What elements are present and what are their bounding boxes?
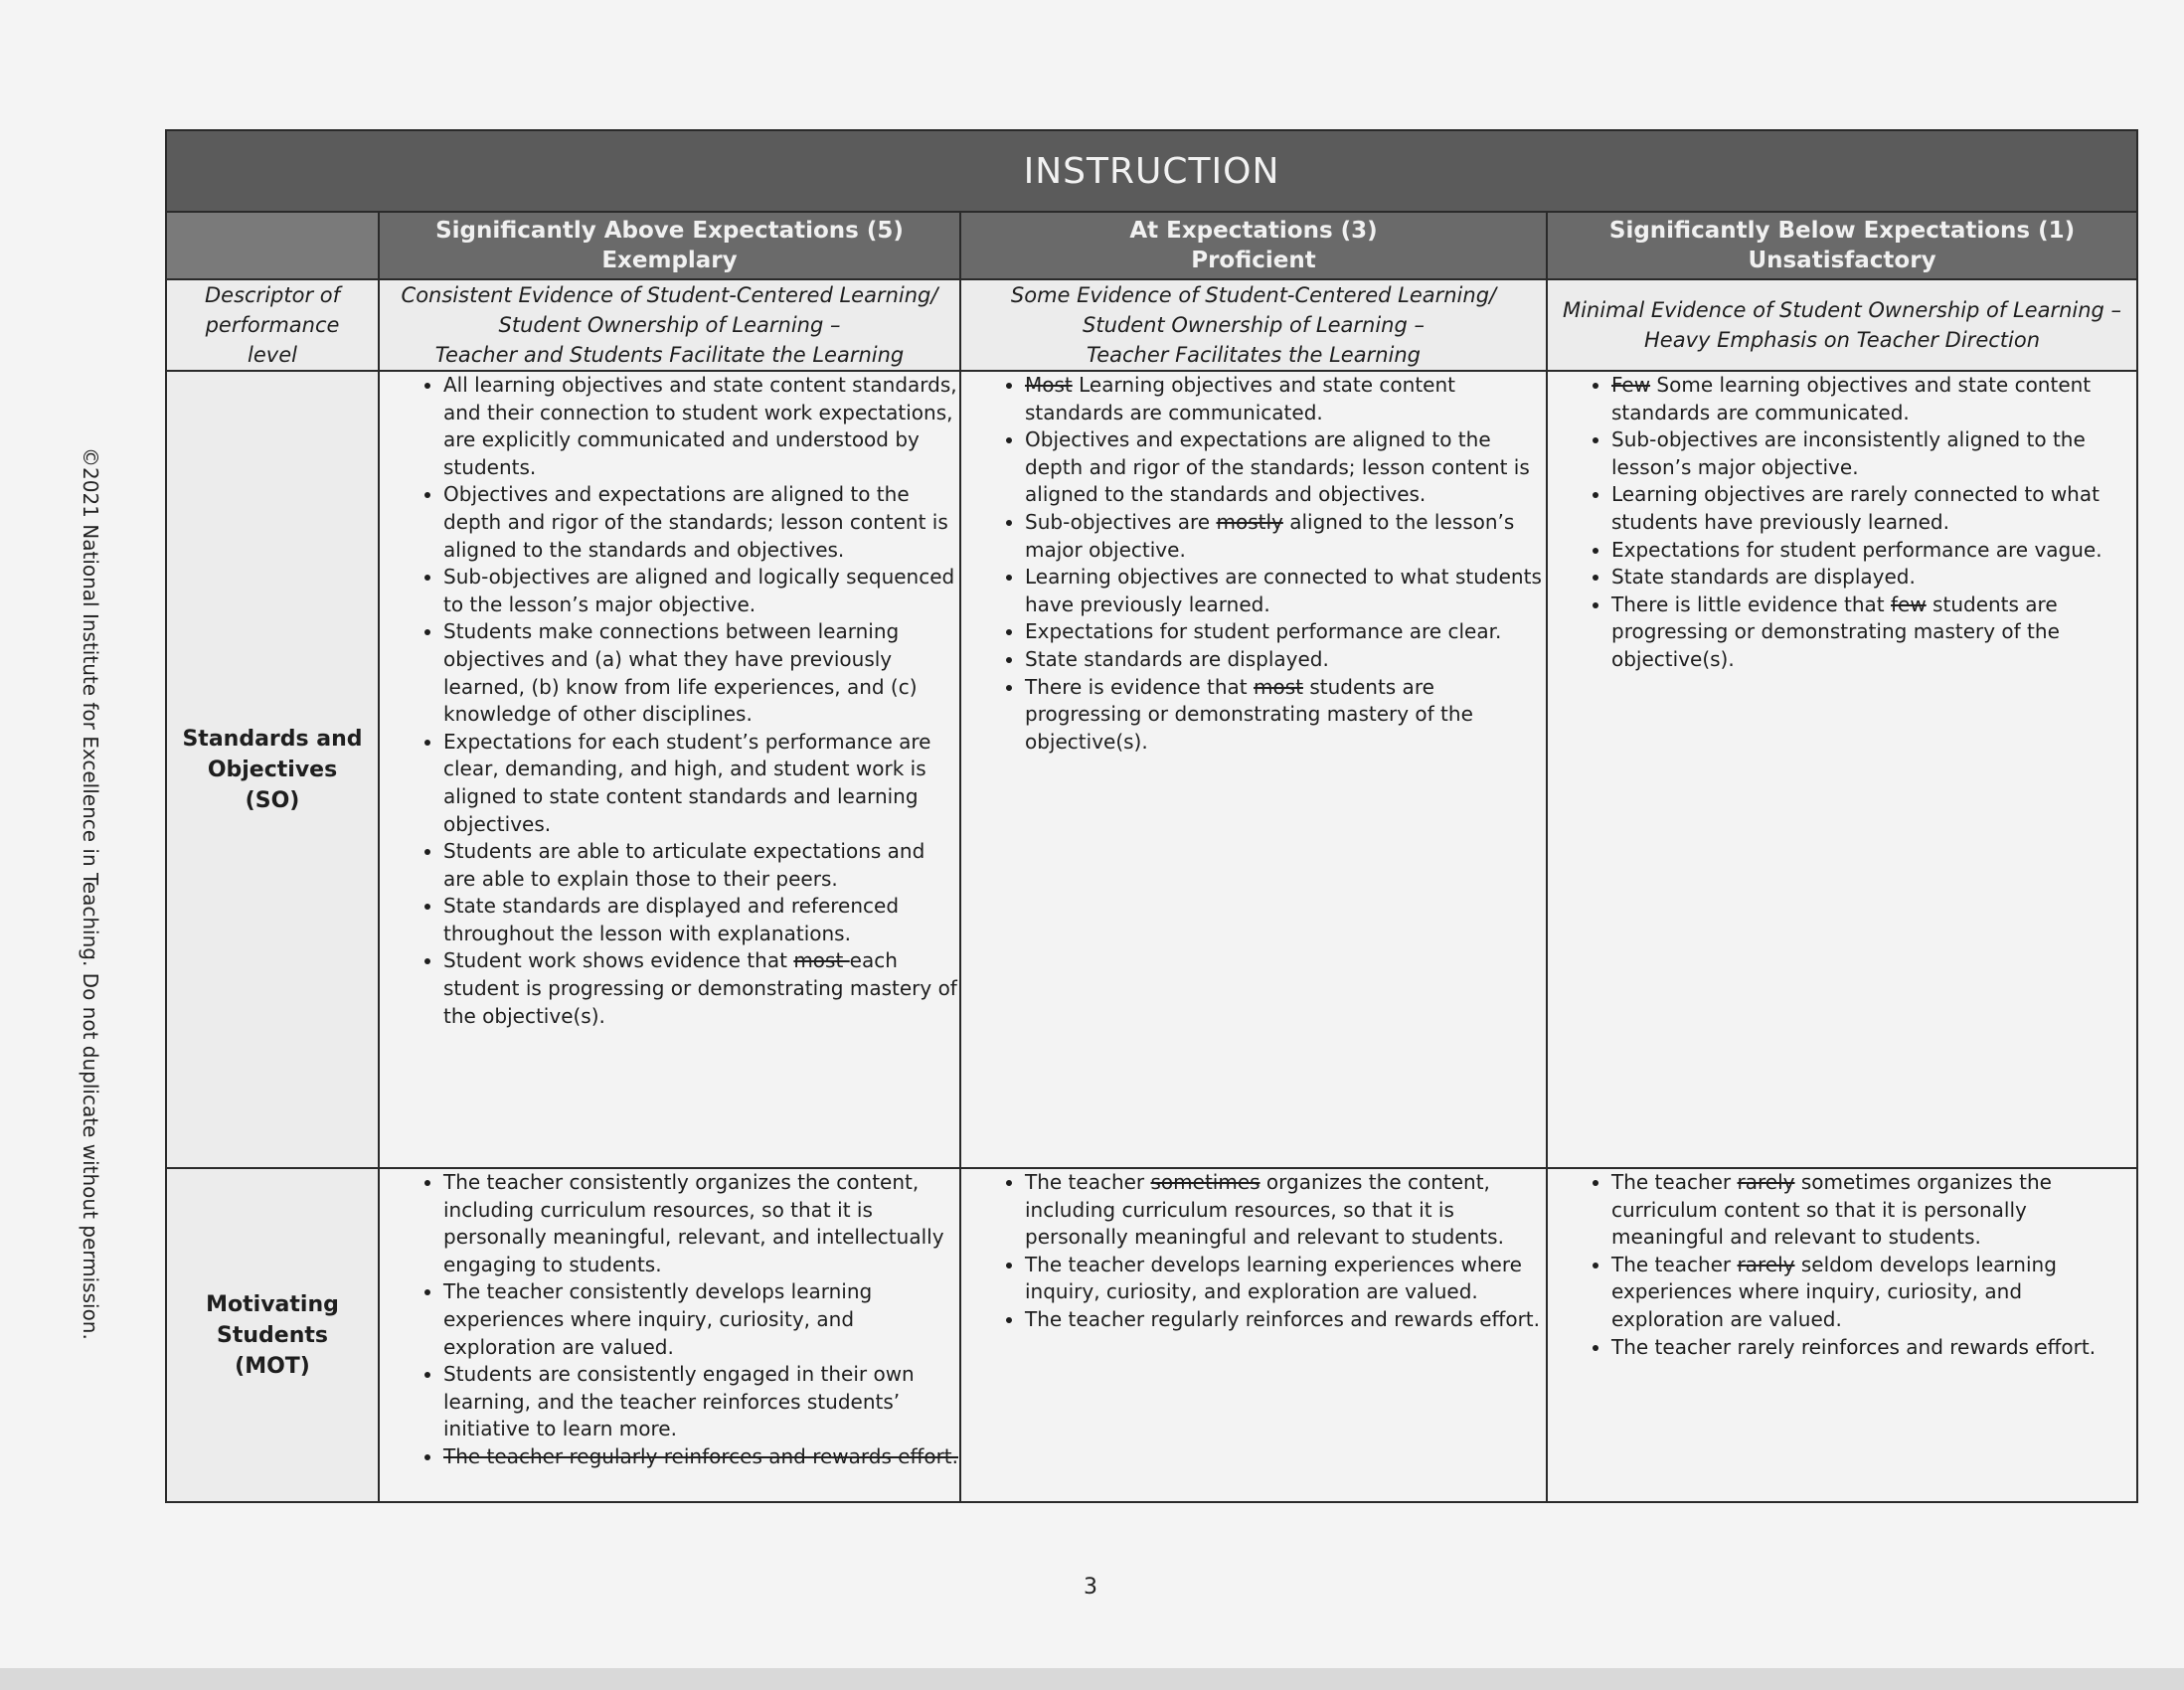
column-header-line1: At Expectations (3) [1129,218,1378,244]
bullet-list [961,1169,1546,1334]
row-label-line: (SO) [245,787,300,813]
bullet-item: • The teacher rarely reinforces and rewards effort. [1611,1334,2136,1362]
descriptor-line: Teacher and Students Facilitate the Learning [434,343,905,367]
cell-unsatisfactory [1547,371,2137,1168]
descriptor-label-line: Descriptor of [204,283,340,307]
bullet-item: • Most Learning objectives and state content standards are communicated. [1025,372,1546,426]
bullet-item: • Expectations for each student’s performance are clear, demanding, and high, and student work is aligned to state content standards and learning objectives. [443,729,959,838]
struck-text: rarely [1737,1170,1795,1194]
struck-text: Most [1025,373,1073,397]
struck-text: mostly [1216,509,1283,534]
bullet-item: • There is evidence that most students are progressing or demonstrating mastery of the objective(s). [1025,674,1546,757]
descriptor-line: Some Evidence of Student-Centered Learning/ [1010,283,1497,307]
bullet-item: • Learning objectives are rarely connected to what students have previously learned. [1611,481,2136,536]
rubric-row-standards-objectives [166,371,2137,1168]
instruction-rubric-table [165,129,2138,1503]
descriptor-proficient [960,279,1547,371]
bullet-item: • Sub-objectives are aligned and logically sequenced to the lesson’s major objective. [443,564,959,618]
column-header-row [166,212,2137,279]
row-label-line: Objectives [207,757,338,782]
cell-proficient [960,1168,1547,1502]
cell-proficient [960,371,1547,1168]
row-label-line: Motivating [206,1291,339,1317]
bullet-item: • State standards are displayed. [1611,564,2136,592]
bullet-item: • There is little evidence that few students are progressing or demonstrating mastery of the objective(s). [1611,592,2136,674]
row-label-line: Students [217,1322,328,1348]
struck-text: The teacher regularly reinforces and rewards effort. [443,1443,958,1468]
cell-unsatisfactory [1547,1168,2137,1502]
bullet-item: • State standards are displayed and referenced throughout the lesson with explanations. [443,893,959,947]
bullet-item: • Expectations for student performance are clear. [1025,618,1546,646]
bullet-list [380,1169,959,1471]
column-header-line2: Exemplary [601,248,738,273]
bullet-list [1548,1169,2136,1361]
descriptor-row [166,279,2137,371]
bullet-item: • Students are consistently engaged in their own learning, and the teacher reinforces students’ initiative to learn more. [443,1361,959,1443]
page-number: 3 [1084,1575,1097,1600]
descriptor-line: Minimal Evidence of Student Ownership of Learning – [1562,298,2122,322]
column-header-line1: Significantly Above Expectations (5) [435,218,904,244]
bullet-item: • The teacher develops learning experiences where inquiry, curiosity, and exploration are valued. [1025,1252,1546,1306]
bullet-item: • Objectives and expectations are aligned to the depth and rigor of the standards; lesson content is aligned to the standards and objectives. [443,481,959,564]
bullet-item: • The teacher rarely sometimes organizes the curriculum content so that it is personally meaningful and relevant to students. [1611,1169,2136,1252]
bullet-item: • Student work shows evidence that most each student is progressing or demonstrating mastery of the objective(s). [443,947,959,1030]
descriptor-line: Heavy Emphasis on Teacher Direction [1644,328,2041,352]
descriptor-label [166,279,379,371]
column-header-proficient [960,212,1547,279]
bullet-item: • The teacher consistently organizes the content, including curriculum resources, so that it is personally meaningful, relevant, and intellectually engaging to students. [443,1169,959,1278]
bullet-item: • The teacher regularly reinforces and rewards effort. [1025,1306,1546,1334]
struck-text: Few [1611,373,1651,397]
struck-text: most [793,948,850,973]
bullet-item: • Students make connections between learning objectives and (a) what they have previously learned, (b) know from life experiences, and (c) knowledge of other disciplines. [443,618,959,728]
bullet-item: • State standards are displayed. [1025,646,1546,674]
struck-text: most [1253,674,1303,699]
copyright-notice: ©2021 National Institute for Excellence in Teaching. Do not duplicate without permission. [79,447,102,1340]
scan-bottom-edge [0,1668,2184,1690]
cell-exemplary [379,1168,960,1502]
descriptor-label-line: level [248,343,297,367]
bullet-item: • Students are able to articulate expectations and are able to explain those to their peers. [443,838,959,893]
descriptor-label-line: performance [205,313,340,337]
bullet-item: • Objectives and expectations are aligned to the depth and rigor of the standards; lesson content is aligned to the standards and objectives. [1025,426,1546,509]
bullet-item: • Sub-objectives are inconsistently aligned to the lesson’s major objective. [1611,426,2136,481]
bullet-item: • The teacher rarely seldom develops learning experiences where inquiry, curiosity, and exploration are valued. [1611,1252,2136,1334]
bullet-item: • Expectations for student performance are vague. [1611,537,2136,565]
column-header-unsatisfactory [1547,212,2137,279]
cell-exemplary [379,371,960,1168]
row-label [166,371,379,1168]
bullet-item: • Few Some learning objectives and state content standards are communicated. [1611,372,2136,426]
descriptor-line: Teacher Facilitates the Learning [1086,343,1422,367]
descriptor-exemplary [379,279,960,371]
row-label-line: (MOT) [235,1353,310,1379]
row-label-line: Standards and [182,726,363,752]
row-label [166,1168,379,1502]
struck-text: sometimes [1150,1170,1260,1194]
bullet-list [1548,372,2136,674]
descriptor-unsatisfactory [1547,279,2137,371]
column-header-line2: Proficient [1191,248,1316,273]
column-header-exemplary [379,212,960,279]
rubric-row-motivating-students [166,1168,2137,1502]
descriptor-line: Student Ownership of Learning – [498,313,841,337]
struck-text: few [1891,592,1927,616]
descriptor-line: Student Ownership of Learning – [1083,313,1425,337]
bullet-item: • The teacher consistently develops learning experiences where inquiry, curiosity, and exploration are valued. [443,1278,959,1361]
table-title: INSTRUCTION [166,130,2137,212]
bullet-item [443,1443,959,1471]
bullet-item: • The teacher sometimes organizes the content, including curriculum resources, so that it is personally meaningful and relevant to students. [1025,1169,1546,1252]
column-header-line2: Unsatisfactory [1748,248,1936,273]
bullet-list [961,372,1546,756]
bullet-item: • Sub-objectives are mostly aligned to the lesson’s major objective. [1025,509,1546,564]
bullet-item: • Learning objectives are connected to what students have previously learned. [1025,564,1546,618]
column-header-line1: Significantly Below Expectations (1) [1608,218,2076,244]
bullet-list [380,372,959,1030]
header-blank-cell [166,212,379,279]
descriptor-line: Consistent Evidence of Student-Centered Learning/ [401,283,938,307]
bullet-item: • All learning objectives and state content standards, and their connection to student work expectations, are explicitly communicated and understood by students. [443,372,959,481]
struck-text: rarely [1737,1252,1795,1276]
